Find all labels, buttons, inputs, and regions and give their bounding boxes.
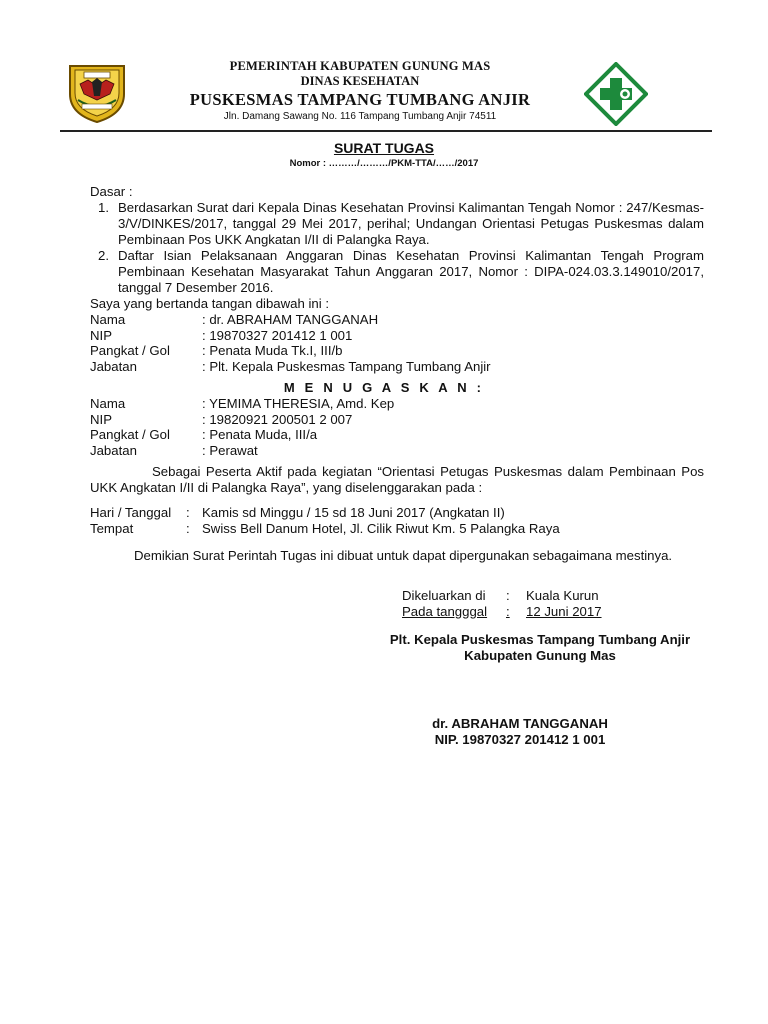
detail-value: : Perawat	[202, 442, 258, 458]
detail-row	[90, 359, 704, 375]
detail-value: : Penata Muda Tk.I, III/b	[202, 343, 343, 359]
detail-label: Tempat	[90, 521, 134, 536]
detail-row	[90, 412, 704, 428]
detail-separator: :	[506, 588, 510, 603]
signatory-position: Plt. Kepala Puskesmas Tampang Tumbang Anjir	[389, 632, 691, 647]
document-title: SURAT TUGAS	[333, 140, 435, 156]
detail-row	[90, 396, 704, 412]
issued-block	[402, 588, 602, 620]
detail-row	[90, 427, 704, 443]
detail-value: : 19820921 200501 2 007	[202, 411, 353, 427]
list-text: Daftar Isian Pelaksanaan Anggaran Dinas Kesehatan Provinsi Kalimantan Tengah Program Pembinaan Kesehatan Masyarakat Tahun Anggaran 2017, Nomor : DIPA-024.03.3.149010/2017, tanggal 7 Desember 2016.	[118, 248, 704, 295]
signer-intro: Saya yang bertanda tangan dibawah ini :	[90, 296, 330, 311]
assignee-details	[90, 396, 704, 458]
detail-label: Nama	[90, 312, 126, 327]
dasar-heading: Dasar :	[90, 184, 133, 199]
schedule-details	[90, 505, 704, 537]
detail-row	[90, 312, 704, 328]
detail-value: Kamis sd Minggu / 15 sd 18 Juni 2017 (Angkatan II)	[202, 505, 505, 520]
list-number: 2.	[98, 248, 109, 263]
detail-label: Jabatan	[90, 358, 137, 374]
detail-row	[90, 343, 704, 359]
list-number: 1.	[98, 200, 109, 215]
detail-row	[402, 604, 602, 620]
dasar-list	[90, 200, 704, 296]
detail-label: Pangkat / Gol	[90, 343, 170, 359]
detail-separator: :	[186, 505, 190, 520]
list-text: Berdasarkan Surat dari Kepala Dinas Kesehatan Provinsi Kalimantan Tengah Nomor : 247/Kesmas-3/V/DINKES/2017, tanggal 29 Mei 2017, perihal; Undangan Orientasi Petugas Puskesmas dalam Pembinaan Pos UKK Angkatan I/II di Palangka Raya.	[118, 200, 704, 247]
signatory-nip: NIP. 19870327 201412 1 001	[434, 732, 606, 747]
detail-value: : Penata Muda, III/a	[202, 427, 318, 443]
detail-value: 12 Juni 2017	[526, 604, 602, 619]
menugaskan-heading: M E N U G A S K A N :	[283, 380, 485, 395]
closing-paragraph: Demikian Surat Perintah Tugas ini dibuat untuk dapat dipergunakan sebagaimana mestinya.	[134, 548, 673, 563]
detail-label: Pada tangggal	[402, 604, 488, 619]
detail-row	[402, 588, 602, 604]
detail-separator: :	[506, 604, 510, 619]
detail-label: NIP	[90, 327, 112, 343]
document-number: Nomor : ………/………/PKM-TTA/……/2017	[289, 158, 479, 169]
letterhead	[60, 56, 712, 136]
detail-value: Swiss Bell Danum Hotel, Jl. Cilik Riwut Km. 5 Palangka Raya	[202, 521, 560, 536]
letterhead-divider	[60, 130, 712, 132]
document-title-block	[0, 140, 768, 170]
detail-label: Nama	[90, 396, 126, 411]
detail-separator: :	[186, 521, 190, 536]
detail-row	[90, 328, 704, 344]
signatory-region: Kabupaten Gunung Mas	[464, 648, 616, 663]
list-item	[90, 200, 704, 248]
detail-value: : dr. ABRAHAM TANGGANAH	[202, 312, 379, 327]
agency-name: DINAS KESEHATAN	[300, 74, 420, 88]
signatory-title	[340, 632, 740, 664]
detail-row	[90, 443, 704, 459]
detail-value: Kuala Kurun	[526, 588, 599, 603]
detail-label: Hari / Tanggal	[90, 505, 172, 520]
detail-value: : 19870327 201412 1 001	[202, 327, 353, 343]
puskesmas-logo-icon	[584, 62, 648, 126]
detail-label: NIP	[90, 411, 112, 427]
government-name: PEMERINTAH KABUPATEN GUNUNG MAS	[229, 59, 491, 73]
institution-address: Jln. Damang Sawang No. 116 Tampang Tumbang Anjir 74511	[223, 111, 497, 122]
signatory-name-block	[400, 716, 640, 748]
detail-row	[90, 505, 704, 521]
detail-label: Pangkat / Gol	[90, 427, 170, 443]
detail-row	[90, 521, 704, 537]
letterhead-text	[150, 58, 570, 123]
detail-label: Dikeluarkan di	[402, 588, 486, 603]
kabupaten-emblem-icon	[66, 60, 128, 124]
detail-label: Jabatan	[90, 442, 137, 458]
signer-details	[90, 312, 704, 374]
detail-value: : Plt. Kepala Puskesmas Tampang Tumbang Anjir	[202, 358, 491, 374]
signatory-name: dr. ABRAHAM TANGGANAH	[432, 716, 608, 731]
purpose-paragraph: Sebagai Peserta Aktif pada kegiatan “Orientasi Petugas Puskesmas dalam Pembinaan Pos UKK Angkatan I/II di Palangka Raya”, yang diselenggarakan pada :	[90, 464, 704, 495]
detail-value: : YEMIMA THERESIA, Amd. Kep	[202, 396, 395, 411]
institution-name: PUSKESMAS TAMPANG TUMBANG ANJIR	[189, 90, 531, 109]
list-item	[90, 248, 704, 296]
